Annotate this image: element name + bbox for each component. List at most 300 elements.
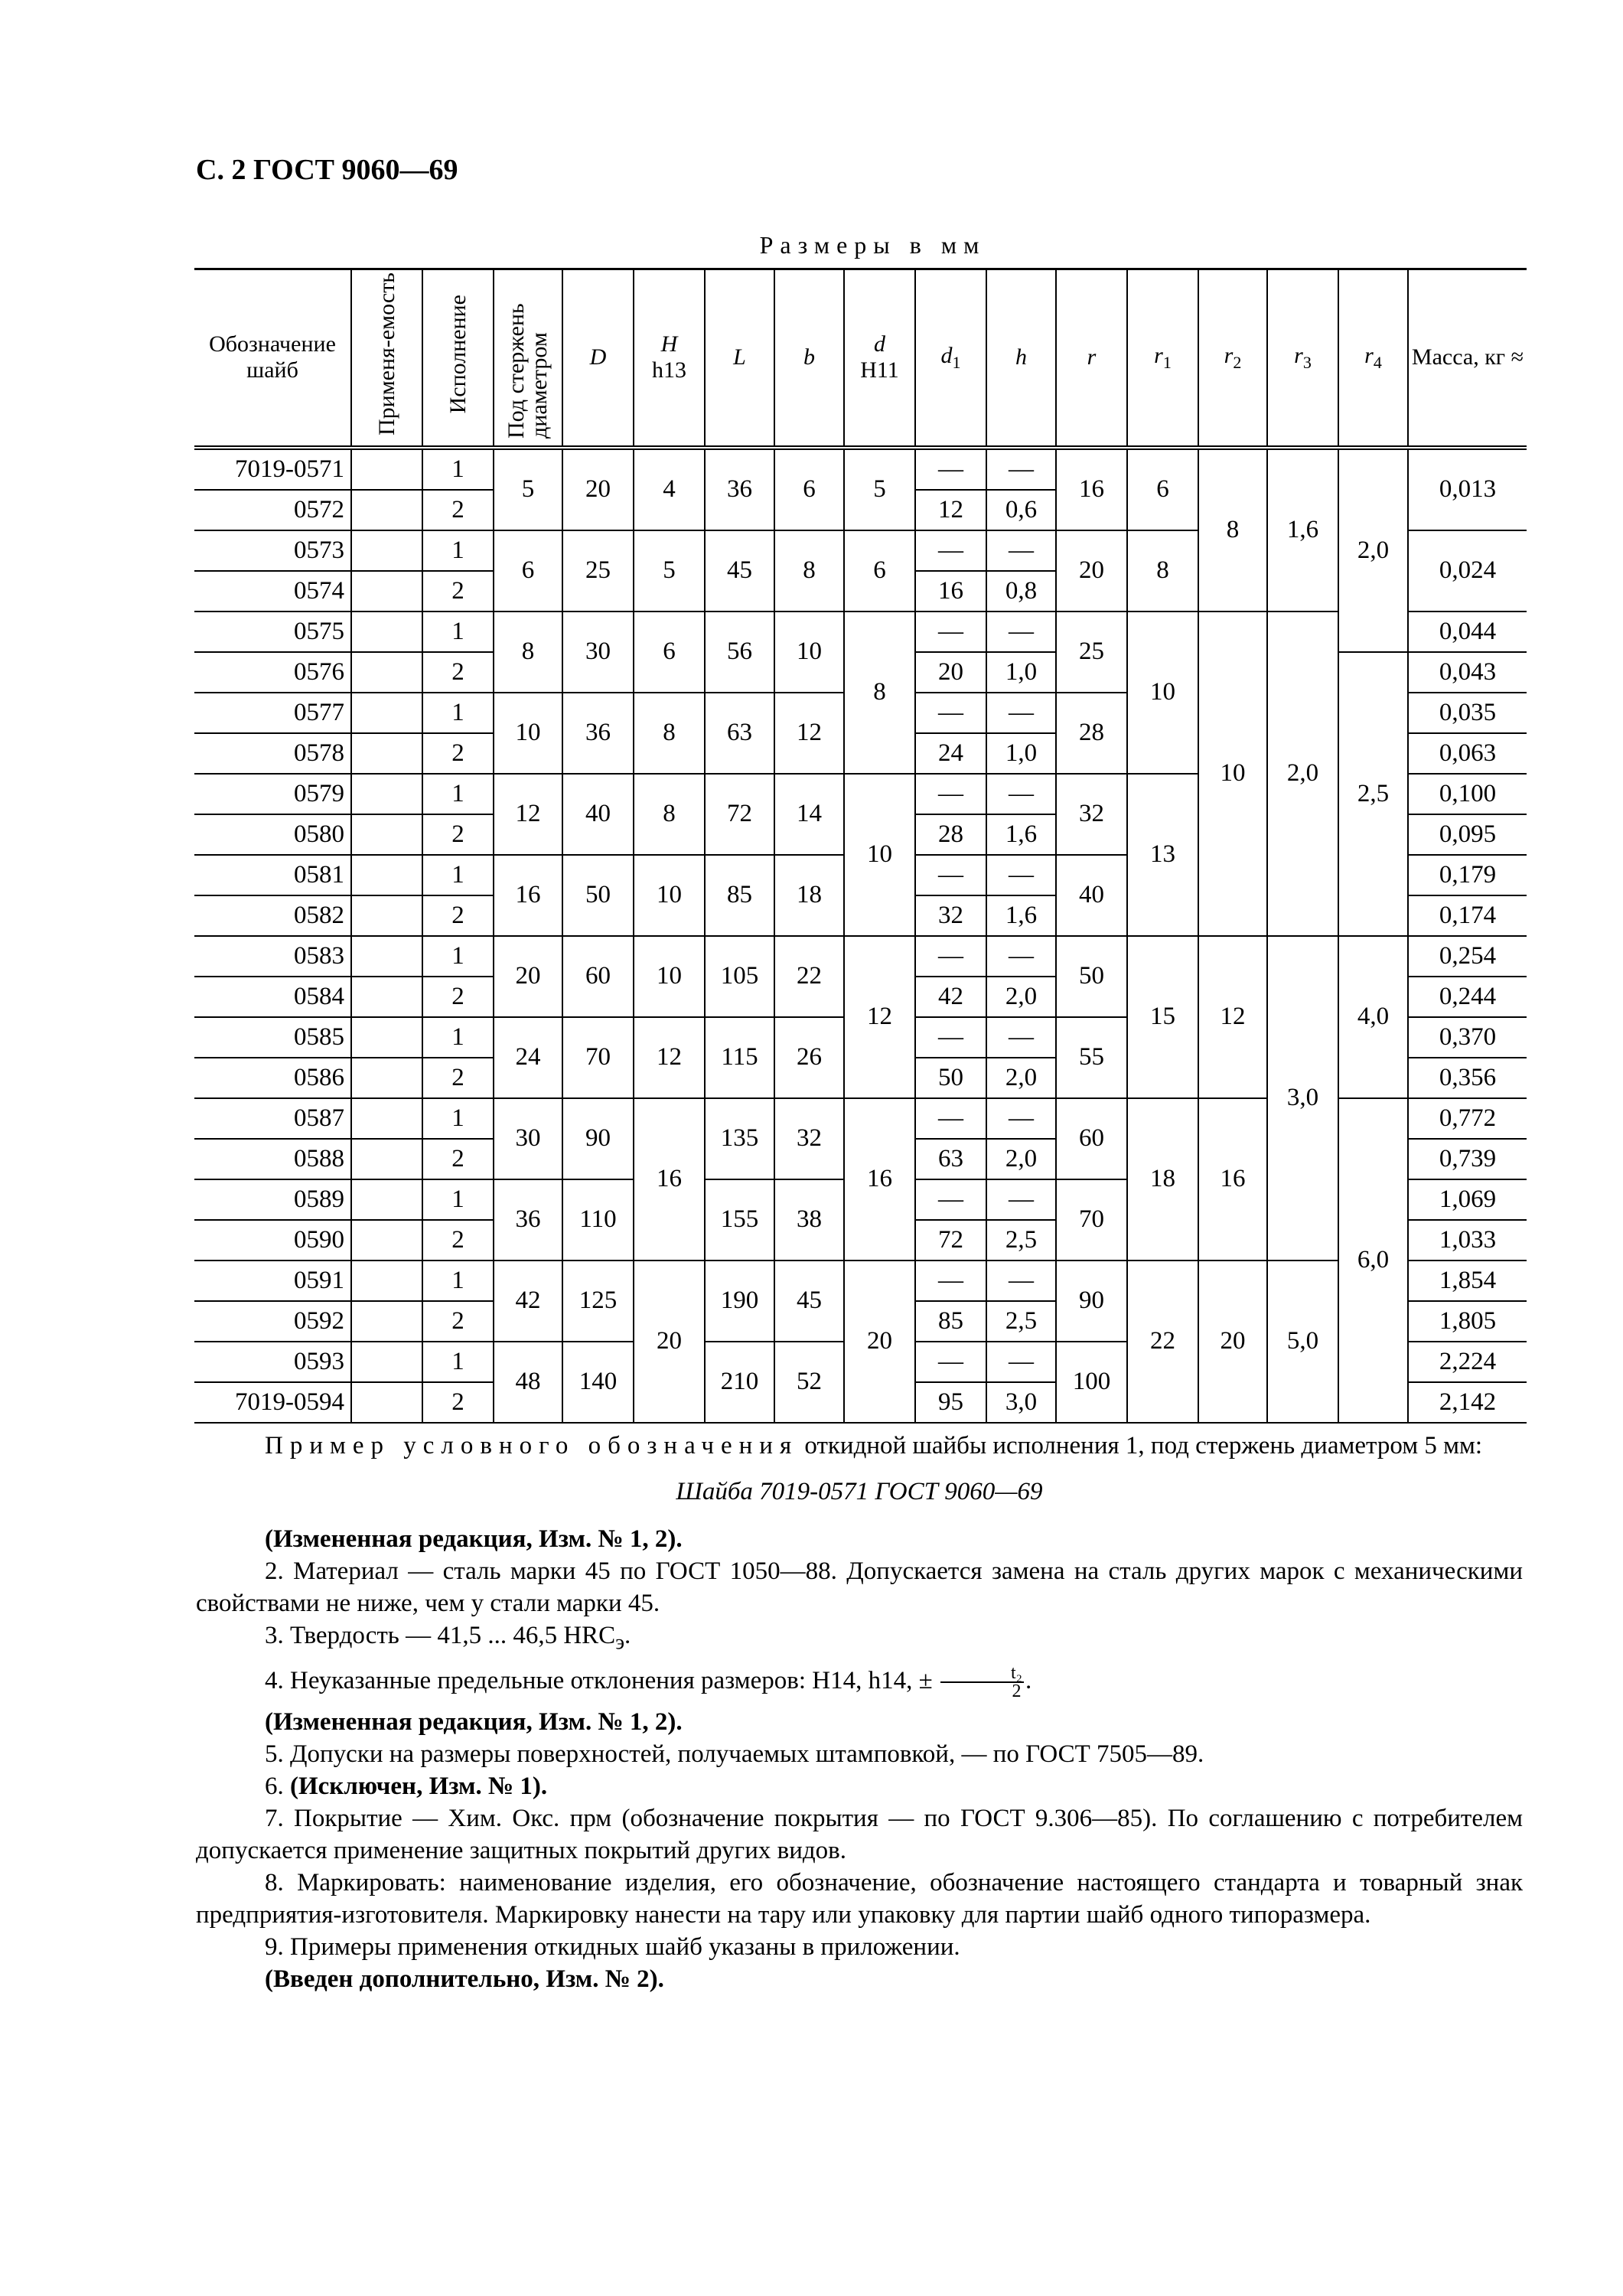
table-cell: 0,6 bbox=[986, 490, 1056, 530]
column-header-label: r bbox=[1154, 343, 1163, 369]
item-6 bbox=[196, 1770, 1523, 1802]
table-cell: 0,244 bbox=[1408, 977, 1527, 1017]
table-cell bbox=[351, 733, 422, 774]
table-cell: 24 bbox=[915, 733, 986, 774]
table-cell: 12 bbox=[915, 490, 986, 530]
table-cell: 45 bbox=[705, 530, 774, 612]
table-cell: 1,033 bbox=[1408, 1220, 1527, 1261]
item-8: 8. Маркировать: наименование изделия, его обозначение, обозначение настоящего стандарта и товарный знак предприятия-изготовителя. Маркировку нанести на тару или упаковку для партии шайб одного типоразмера. bbox=[196, 1869, 1523, 1929]
table-cell: 1 bbox=[422, 530, 494, 571]
table-cell: 28 bbox=[915, 814, 986, 855]
revision-note-text: (Измененная редакция, Изм. № 1, 2). bbox=[265, 1708, 683, 1737]
washer-dimensions-table bbox=[194, 268, 1527, 1424]
table-cell bbox=[351, 693, 422, 733]
table-cell: 10 bbox=[774, 612, 844, 693]
item-4-text: 4. Неуказанные предельные отклонения размеров: H14, h14, ± bbox=[265, 1666, 939, 1694]
table-cell: 0,043 bbox=[1408, 652, 1527, 693]
table-cell: 16 bbox=[1198, 1098, 1267, 1261]
table-cell: 26 bbox=[774, 1017, 844, 1098]
table-cell bbox=[351, 1139, 422, 1179]
table-cell: 20 bbox=[634, 1261, 705, 1423]
table-cell: — bbox=[915, 1261, 986, 1301]
table-cell: 50 bbox=[915, 1058, 986, 1098]
table-cell: — bbox=[986, 936, 1056, 977]
table-cell: 10 bbox=[494, 693, 562, 774]
table-cell bbox=[351, 936, 422, 977]
table-cell: 4 bbox=[634, 448, 705, 530]
fraction-numerator: t₂ bbox=[940, 1665, 1024, 1683]
table-cell: 8 bbox=[1127, 530, 1198, 612]
table-cell bbox=[351, 774, 422, 814]
table-cell: 16 bbox=[844, 1098, 915, 1261]
table-row bbox=[194, 936, 1527, 977]
table-cell: 1 bbox=[422, 1179, 494, 1220]
table-cell: 0,356 bbox=[1408, 1058, 1527, 1098]
column-header-label: Исполнение bbox=[445, 295, 471, 414]
table-cell: 0,024 bbox=[1408, 530, 1527, 612]
table-cell: 110 bbox=[562, 1179, 634, 1261]
column-header-label: Обозначение шайб bbox=[209, 331, 336, 383]
table-cell: 6 bbox=[634, 612, 705, 693]
table-cell: 5 bbox=[634, 530, 705, 612]
column-header bbox=[1198, 269, 1267, 448]
designation-cell: 0590 bbox=[194, 1220, 351, 1261]
table-cell: 22 bbox=[1127, 1261, 1198, 1423]
column-header bbox=[1338, 269, 1408, 448]
table-cell: 5,0 bbox=[1267, 1261, 1338, 1423]
table-row bbox=[194, 448, 1527, 490]
table-cell: — bbox=[915, 530, 986, 571]
page-title: С. 2 ГОСТ 9060—69 bbox=[196, 154, 458, 186]
designation-cell: 7019-0571 bbox=[194, 448, 351, 490]
table-cell: 6 bbox=[1127, 448, 1198, 530]
column-header-label: d bbox=[940, 343, 953, 369]
table-cell: 42 bbox=[915, 977, 986, 1017]
table-cell: 8 bbox=[1198, 448, 1267, 612]
table-cell: 90 bbox=[1056, 1261, 1127, 1342]
table-cell: 135 bbox=[705, 1098, 774, 1179]
column-header bbox=[1056, 269, 1127, 448]
designation-cell: 0585 bbox=[194, 1017, 351, 1058]
table-cell: 2,0 bbox=[1267, 612, 1338, 936]
table-cell: 2,5 bbox=[986, 1301, 1056, 1342]
table-cell: 22 bbox=[774, 936, 844, 1017]
table-cell bbox=[351, 490, 422, 530]
table-cell: 2 bbox=[422, 652, 494, 693]
designation-cell: 0583 bbox=[194, 936, 351, 977]
table-cell: 36 bbox=[562, 693, 634, 774]
table-cell: 2 bbox=[422, 1220, 494, 1261]
column-header-label: d bbox=[874, 331, 885, 357]
table-cell bbox=[351, 1058, 422, 1098]
table-cell: 2 bbox=[422, 733, 494, 774]
column-header-label: r bbox=[1224, 343, 1234, 369]
table-cell: 6,0 bbox=[1338, 1098, 1408, 1423]
table-cell bbox=[351, 977, 422, 1017]
table-cell: 8 bbox=[494, 612, 562, 693]
table-cell: 12 bbox=[774, 693, 844, 774]
table-cell: 30 bbox=[494, 1098, 562, 1179]
column-header-label: Масса, кг ≈ bbox=[1411, 344, 1524, 370]
table-cell: — bbox=[915, 1098, 986, 1139]
designation-cell: 0582 bbox=[194, 895, 351, 936]
item-3-end: . bbox=[624, 1622, 631, 1649]
table-cell: — bbox=[986, 530, 1056, 571]
column-header-subscript: 2 bbox=[1233, 353, 1242, 373]
column-header bbox=[705, 269, 774, 448]
table-cell: 1,069 bbox=[1408, 1179, 1527, 1220]
table-row bbox=[194, 1261, 1527, 1301]
table-cell: 0,739 bbox=[1408, 1139, 1527, 1179]
table-cell: 0,063 bbox=[1408, 733, 1527, 774]
item-3-subscript: э bbox=[615, 1629, 625, 1654]
table-cell: 40 bbox=[1056, 855, 1127, 936]
table-cell: — bbox=[986, 612, 1056, 652]
table-cell: 2,224 bbox=[1408, 1342, 1527, 1382]
table-cell: 12 bbox=[844, 936, 915, 1098]
example-label: Пример условного обозначения bbox=[265, 1432, 799, 1459]
table-cell bbox=[351, 1098, 422, 1139]
table-cell bbox=[351, 895, 422, 936]
column-header bbox=[774, 269, 844, 448]
table-cell: 0,013 bbox=[1408, 448, 1527, 530]
revision-note-text: (Введен дополнительно, Изм. № 2). bbox=[265, 1965, 664, 1994]
table-cell: 48 bbox=[494, 1342, 562, 1423]
table-cell: 10 bbox=[1127, 612, 1198, 774]
table-cell: — bbox=[915, 693, 986, 733]
designation-cell: 0578 bbox=[194, 733, 351, 774]
table-cell: 115 bbox=[705, 1017, 774, 1098]
column-header bbox=[986, 269, 1056, 448]
table-cell: 0,179 bbox=[1408, 855, 1527, 895]
table-cell: 1,6 bbox=[986, 814, 1056, 855]
column-header-label: D bbox=[589, 344, 607, 370]
table-cell: 1,854 bbox=[1408, 1261, 1527, 1301]
table-cell: 63 bbox=[705, 693, 774, 774]
table-header-row bbox=[194, 269, 1527, 448]
designation-cell: 0584 bbox=[194, 977, 351, 1017]
table-cell: 2 bbox=[422, 895, 494, 936]
table-cell: — bbox=[986, 774, 1056, 814]
designation-cell: 7019-0594 bbox=[194, 1382, 351, 1423]
designation-cell: 0577 bbox=[194, 693, 351, 733]
item-3-text: 3. Твердость — 41,5 ... 46,5 HRC bbox=[265, 1622, 616, 1649]
column-header-tolerance: H11 bbox=[860, 357, 899, 383]
table-cell bbox=[351, 814, 422, 855]
table-cell: — bbox=[915, 1017, 986, 1058]
fraction bbox=[940, 1665, 1024, 1700]
table-cell: 2 bbox=[422, 490, 494, 530]
table-cell: 10 bbox=[844, 774, 915, 936]
table-cell: — bbox=[915, 612, 986, 652]
table-cell: 60 bbox=[562, 936, 634, 1017]
table-cell: 36 bbox=[705, 448, 774, 530]
table-cell: 1,805 bbox=[1408, 1301, 1527, 1342]
designation-cell: 0573 bbox=[194, 530, 351, 571]
table-cell: 20 bbox=[1198, 1261, 1267, 1423]
table-cell bbox=[351, 1382, 422, 1423]
table-cell: 16 bbox=[915, 571, 986, 612]
designation-cell: 0587 bbox=[194, 1098, 351, 1139]
table-cell: 2,0 bbox=[986, 1139, 1056, 1179]
table-cell: — bbox=[915, 774, 986, 814]
table-cell: 72 bbox=[705, 774, 774, 855]
table-cell: 0,095 bbox=[1408, 814, 1527, 855]
column-header-label: Применя-емость bbox=[373, 272, 399, 436]
table-cell: — bbox=[986, 693, 1056, 733]
table-cell bbox=[351, 1301, 422, 1342]
table-cell bbox=[351, 1220, 422, 1261]
table-cell: 32 bbox=[1056, 774, 1127, 855]
table-cell: 140 bbox=[562, 1342, 634, 1423]
designation-cell: 0580 bbox=[194, 814, 351, 855]
column-header-label: r bbox=[1364, 343, 1374, 369]
column-header-label: h bbox=[1015, 344, 1027, 370]
table-cell: — bbox=[986, 1098, 1056, 1139]
table-cell: 1,6 bbox=[986, 895, 1056, 936]
table-cell: 8 bbox=[844, 612, 915, 774]
table-cell: 0,370 bbox=[1408, 1017, 1527, 1058]
table-cell: 52 bbox=[774, 1342, 844, 1423]
table-cell: 125 bbox=[562, 1261, 634, 1342]
column-header bbox=[194, 269, 351, 448]
fraction-denominator: 2 bbox=[1012, 1681, 1022, 1702]
table-cell: 0,254 bbox=[1408, 936, 1527, 977]
table-cell: 20 bbox=[562, 448, 634, 530]
designation-cell: 0576 bbox=[194, 652, 351, 693]
table-cell: 18 bbox=[774, 855, 844, 936]
table-cell: 1 bbox=[422, 936, 494, 977]
table-cell: 2 bbox=[422, 977, 494, 1017]
example-text: откидной шайбы исполнения 1, под стержень диаметром 5 мм: bbox=[798, 1432, 1483, 1459]
table-cell: 18 bbox=[1127, 1098, 1198, 1261]
table-cell: — bbox=[986, 448, 1056, 490]
table-cell bbox=[351, 1342, 422, 1382]
table-cell: 8 bbox=[634, 693, 705, 774]
column-header-tolerance: h13 bbox=[652, 357, 686, 383]
table-cell: 30 bbox=[562, 612, 634, 693]
column-header bbox=[634, 269, 705, 448]
table-cell: 5 bbox=[494, 448, 562, 530]
table-cell: 3,0 bbox=[986, 1382, 1056, 1423]
table-cell: 55 bbox=[1056, 1017, 1127, 1098]
table-cell: 32 bbox=[915, 895, 986, 936]
table-cell: 155 bbox=[705, 1179, 774, 1261]
designation-cell: 0575 bbox=[194, 612, 351, 652]
designation-cell: 0592 bbox=[194, 1301, 351, 1342]
item-7: 7. Покрытие — Хим. Окс. прм (обозначение покрытия — по ГОСТ 9.306—85). По соглашению с потребителем допускается применение защитных покрытий других видов. bbox=[196, 1805, 1523, 1865]
table-cell: 8 bbox=[774, 530, 844, 612]
table-cell bbox=[351, 530, 422, 571]
table-cell: 1 bbox=[422, 1098, 494, 1139]
item-5: 5. Допуски на размеры поверхностей, получаемых штамповкой, — по ГОСТ 7505—89. bbox=[265, 1740, 1204, 1769]
table-cell: 2 bbox=[422, 1382, 494, 1423]
column-header bbox=[422, 269, 494, 448]
table-cell: 1 bbox=[422, 1342, 494, 1382]
table-cell: 56 bbox=[705, 612, 774, 693]
designation-cell: 0589 bbox=[194, 1179, 351, 1220]
table-cell: 10 bbox=[1198, 612, 1267, 936]
revision-note-text: (Измененная редакция, Изм. № 1, 2). bbox=[265, 1525, 683, 1553]
table-cell: 14 bbox=[774, 774, 844, 855]
table-cell: 12 bbox=[1198, 936, 1267, 1098]
table-cell: — bbox=[986, 855, 1056, 895]
column-header-subscript: 1 bbox=[952, 353, 961, 373]
table-cell: 25 bbox=[1056, 612, 1127, 693]
table-cell bbox=[351, 1261, 422, 1301]
table-cell: 24 bbox=[494, 1017, 562, 1098]
table-cell: — bbox=[986, 1261, 1056, 1301]
table-cell: 0,035 bbox=[1408, 693, 1527, 733]
table-cell: 1 bbox=[422, 774, 494, 814]
table-cell: 1 bbox=[422, 855, 494, 895]
table-cell: 2,0 bbox=[1338, 448, 1408, 652]
table-cell: 0,100 bbox=[1408, 774, 1527, 814]
table-cell: 2 bbox=[422, 1139, 494, 1179]
example-paragraph bbox=[196, 1430, 1523, 1462]
table-cell: 190 bbox=[705, 1261, 774, 1342]
revision-note bbox=[196, 1706, 1523, 1738]
table-cell: 70 bbox=[1056, 1179, 1127, 1261]
column-header bbox=[844, 269, 915, 448]
table-cell: 2,0 bbox=[986, 977, 1056, 1017]
table-cell: 100 bbox=[1056, 1342, 1127, 1423]
table-cell bbox=[351, 1179, 422, 1220]
table-cell: 85 bbox=[705, 855, 774, 936]
designation-cell: 0574 bbox=[194, 571, 351, 612]
designation-cell: 0591 bbox=[194, 1261, 351, 1301]
table-cell: 1 bbox=[422, 612, 494, 652]
table-cell: 50 bbox=[562, 855, 634, 936]
table-cell: 2 bbox=[422, 1058, 494, 1098]
table-cell: — bbox=[915, 1342, 986, 1382]
table-cell: 12 bbox=[634, 1017, 705, 1098]
column-header bbox=[1408, 269, 1527, 448]
table-cell: 12 bbox=[494, 774, 562, 855]
column-header-subscript: 4 bbox=[1373, 353, 1382, 373]
table-cell: 2,5 bbox=[986, 1220, 1056, 1261]
table-cell: 95 bbox=[915, 1382, 986, 1423]
column-header bbox=[915, 269, 986, 448]
table-cell: 63 bbox=[915, 1139, 986, 1179]
table-cell: 90 bbox=[562, 1098, 634, 1179]
document-body bbox=[196, 1430, 1523, 1995]
table-cell: 1 bbox=[422, 1261, 494, 1301]
column-header bbox=[351, 269, 422, 448]
column-header bbox=[1267, 269, 1338, 448]
table-cell: — bbox=[915, 936, 986, 977]
column-header-label: b bbox=[803, 344, 815, 370]
table-cell: 36 bbox=[494, 1179, 562, 1261]
designation-cell: 0572 bbox=[194, 490, 351, 530]
column-header-label: H bbox=[660, 331, 678, 357]
table-cell: 1 bbox=[422, 693, 494, 733]
column-header-label: r bbox=[1294, 343, 1303, 369]
designation-cell: 0593 bbox=[194, 1342, 351, 1382]
table-cell: 38 bbox=[774, 1179, 844, 1261]
item-6-text: (Исключен, Изм. № 1). bbox=[290, 1773, 548, 1801]
table-cell: 2,142 bbox=[1408, 1382, 1527, 1423]
table-cell: 2,0 bbox=[986, 1058, 1056, 1098]
table-cell: 6 bbox=[844, 530, 915, 612]
table-cell: 15 bbox=[1127, 936, 1198, 1098]
table-cell: 3,0 bbox=[1267, 936, 1338, 1261]
table-cell: 2,5 bbox=[1338, 652, 1408, 936]
table-cell: — bbox=[915, 1179, 986, 1220]
table-cell: 20 bbox=[915, 652, 986, 693]
column-header-label: Под стержень диаметром bbox=[504, 303, 552, 439]
item-6-number: 6. bbox=[265, 1773, 290, 1801]
example-designation: Шайба 7019-0571 ГОСТ 9060—69 bbox=[676, 1478, 1043, 1505]
column-header bbox=[562, 269, 634, 448]
table-cell: 6 bbox=[774, 448, 844, 530]
table-cell: 0,174 bbox=[1408, 895, 1527, 936]
column-header-subscript: 3 bbox=[1302, 353, 1312, 373]
table-cell: — bbox=[986, 1017, 1056, 1058]
revision-note bbox=[196, 1523, 1523, 1555]
table-cell bbox=[351, 612, 422, 652]
table-cell: 4,0 bbox=[1338, 936, 1408, 1098]
table-cell: 210 bbox=[705, 1342, 774, 1423]
column-header bbox=[494, 269, 562, 448]
item-2: 2. Материал — сталь марки 45 по ГОСТ 1050—88. Допускается замена на сталь других марок с механическими свойствами не ниже, чем у стали марки 45. bbox=[196, 1557, 1523, 1617]
table-cell: — bbox=[986, 1179, 1056, 1220]
table-cell: 25 bbox=[562, 530, 634, 612]
designation-cell: 0579 bbox=[194, 774, 351, 814]
column-header-label: L bbox=[733, 344, 746, 370]
table-cell: 1 bbox=[422, 1017, 494, 1058]
table-cell: 72 bbox=[915, 1220, 986, 1261]
table-cell: 2 bbox=[422, 814, 494, 855]
table-cell: 6 bbox=[494, 530, 562, 612]
table-cell: — bbox=[915, 855, 986, 895]
table-cell: 2 bbox=[422, 571, 494, 612]
column-header-subscript: 1 bbox=[1162, 353, 1172, 373]
table-cell: 32 bbox=[774, 1098, 844, 1179]
designation-cell: 0588 bbox=[194, 1139, 351, 1179]
table-cell bbox=[351, 1017, 422, 1058]
item-9: 9. Примеры применения откидных шайб указаны в приложении. bbox=[265, 1933, 960, 1962]
table-cell: 50 bbox=[1056, 936, 1127, 1017]
table-cell: 20 bbox=[1056, 530, 1127, 612]
table-cell: 16 bbox=[634, 1098, 705, 1261]
table-cell: 8 bbox=[634, 774, 705, 855]
table-cell: 45 bbox=[774, 1261, 844, 1342]
table-cell: 13 bbox=[1127, 774, 1198, 936]
table-cell: 85 bbox=[915, 1301, 986, 1342]
designation-cell: 0586 bbox=[194, 1058, 351, 1098]
table-cell: 105 bbox=[705, 936, 774, 1017]
item-3 bbox=[196, 1619, 1523, 1658]
table-cell: 16 bbox=[494, 855, 562, 936]
table-cell: 1,0 bbox=[986, 652, 1056, 693]
designation-cell: 0581 bbox=[194, 855, 351, 895]
table-cell: 0,772 bbox=[1408, 1098, 1527, 1139]
table-cell bbox=[351, 571, 422, 612]
table-cell: 16 bbox=[1056, 448, 1127, 530]
column-header-label: r bbox=[1087, 344, 1097, 370]
table-cell: 1 bbox=[422, 448, 494, 490]
table-cell: 1,0 bbox=[986, 733, 1056, 774]
table-cell: 0,8 bbox=[986, 571, 1056, 612]
table-cell: 5 bbox=[844, 448, 915, 530]
table-cell: 2 bbox=[422, 1301, 494, 1342]
table-row bbox=[194, 612, 1527, 652]
table-cell: 10 bbox=[634, 855, 705, 936]
table-cell: — bbox=[915, 448, 986, 490]
table-cell: 20 bbox=[844, 1261, 915, 1423]
table-cell: 0,044 bbox=[1408, 612, 1527, 652]
